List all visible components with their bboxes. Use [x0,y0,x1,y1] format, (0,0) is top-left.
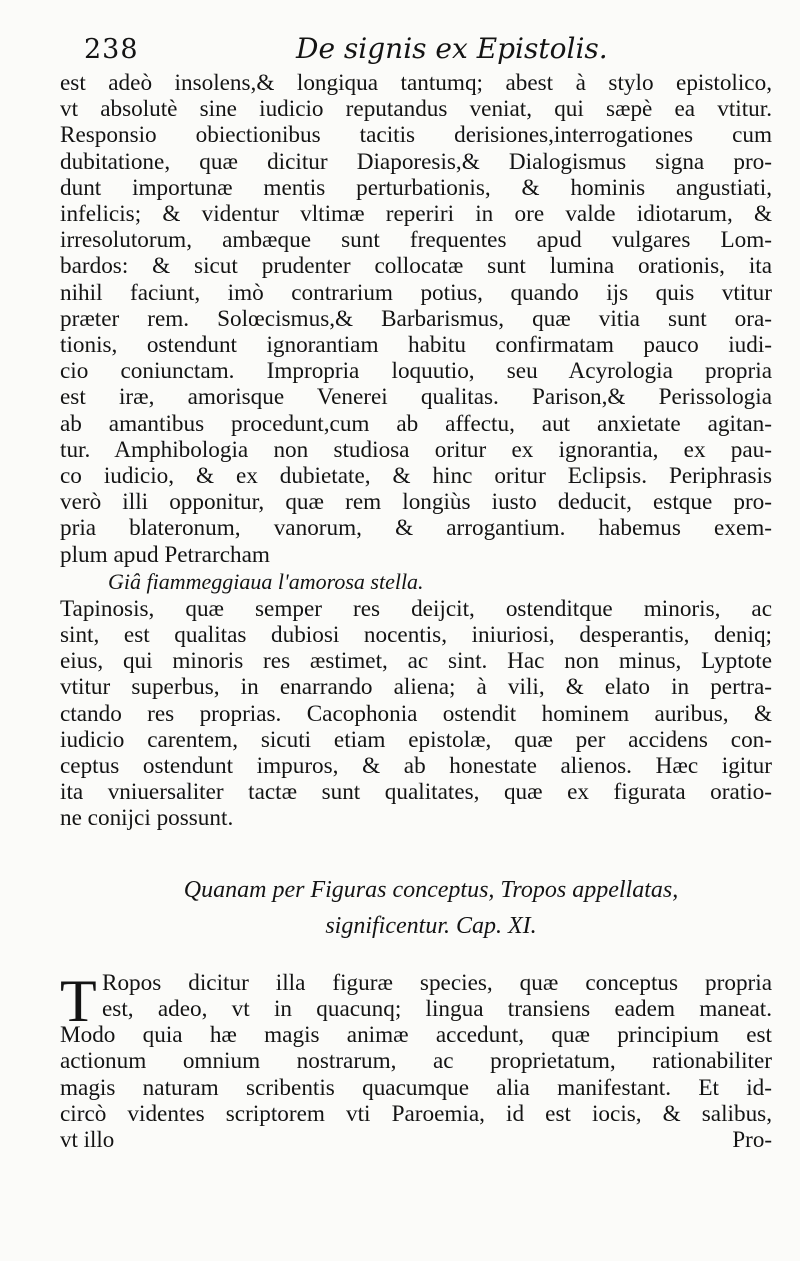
page-footer [60,1127,772,1157]
chapter-heading [60,872,772,944]
text-line: Ropos dicitur illa figuræ species, quæ conceptus propria [102,969,772,996]
catchword: Pro- [732,1126,772,1152]
text-line: nihil faciunt, imò contrarium potius, quando ijs quis vtitur [60,279,772,306]
paragraph-tapinosis [60,596,772,832]
text-line: eius, qui minoris res æstimet, ac sint. Hac non minus, Lyptote [60,648,772,675]
text-line: Modo quia hæ magis animæ accedunt, quæ principium est [60,1022,772,1049]
text-line: præter rem. Solœcismus,& Barbarismus, quæ vitia sunt ora- [60,305,772,332]
paragraph-tropos [60,967,772,1127]
text-line: infelicis; & videntur vltimæ reperiri in ore valde idiotarum, & [60,201,772,228]
text-line: pria blateronum, vanorum, & arrogantium. habemus exem- [60,515,772,542]
text-line: plum apud Petrarcham [60,541,270,568]
chapter-heading-line: Quanam per Figuras conceptus, Tropos appellatas, [183,876,679,903]
drop-cap: T [60,967,97,1034]
running-title: De signis ex Epistolis. [296,32,608,65]
text-line: verò illi opponitur, quæ rem longiùs iusto deducit, estque pro- [60,489,772,516]
text-line: Responsio obiectionibus tacitis derisiones,interrogationes cum [60,122,772,149]
petrarch-quote: Giâ fiammeggiaua l'amorosa stella. [108,568,424,594]
text-line: ne conijci possunt. [60,805,234,832]
text-line: ab amantibus procedunt,cum ab affectu, aut anxietate agitan- [60,410,772,437]
page-number: 238 [84,34,139,65]
text-line: cio coniunctam. Impropria loquutio, seu Acyrologia propria [60,358,772,385]
last-line: vt illo [60,1126,115,1152]
running-head [84,30,774,70]
text-line: dubitatione, quæ dicitur Diaporesis,& Dialogismus signa pro- [60,148,772,175]
text-line: ctando res proprias. Cacophonia ostendit hominem auribus, & [60,700,772,727]
book-page [40,30,772,1230]
text-line: magis naturam scribentis quacumque alia manifestant. Et id- [60,1074,772,1101]
text-line: ceptus ostendunt impuros, & ab honestate alienos. Hæc igitur [60,753,772,780]
text-line: vt absolutè sine iudicio reputandus veniat, qui sæpè ea vtitur. [60,96,772,123]
text-line: dunt importunæ mentis perturbationis, & hominis angustiati, [60,174,772,201]
text-line: actionum omnium nostrarum, ac proprietatum, rationabiliter [60,1048,772,1075]
text-line: sint, est qualitas dubiosi nocentis, iniuriosi, desperantis, deniq; [60,622,772,649]
text-line: vtitur superbus, in enarrando aliena; à vili, & elato in pertra- [60,674,772,701]
body-text [60,70,772,1127]
text-line: est iræ, amorisque Venerei qualitas. Parison,& Perissologia [60,384,772,411]
paragraph-signs [60,70,772,568]
text-line: est adeò insolens,& longiqua tantumq; abest à stylo epistolico, [60,70,772,96]
text-line: est, adeo, vt in quacunq; lingua transiens eadem maneat. [102,995,772,1022]
text-line: tionis, ostendunt ignorantiam habitu confirmatam pauco iudi- [60,332,772,359]
text-line: bardos: & sicut prudenter collocatæ sunt lumina orationis, ita [60,253,772,280]
text-line: irresolutorum, ambæque sunt frequentes apud vulgares Lom- [60,227,772,254]
text-line: co iudicio, & ex dubietate, & hinc oritur Eclipsis. Periphrasis [60,463,772,490]
text-line: ita vniuersaliter tactæ sunt qualitates, quæ ex figurata oratio- [60,779,772,806]
chapter-heading-line: significentur. Cap. XI. [325,912,537,939]
text-line: circò videntes scriptorem vti Paroemia, id est iocis, & salibus, [60,1100,772,1127]
text-line: iudicio carentem, sicuti etiam epistolæ, quæ per accidens con- [60,726,772,753]
text-line: tur. Amphibologia non studiosa oritur ex ignorantia, ex pau- [60,436,772,463]
text-line: Tapinosis, quæ semper res deijcit, ostenditque minoris, ac [60,595,772,622]
